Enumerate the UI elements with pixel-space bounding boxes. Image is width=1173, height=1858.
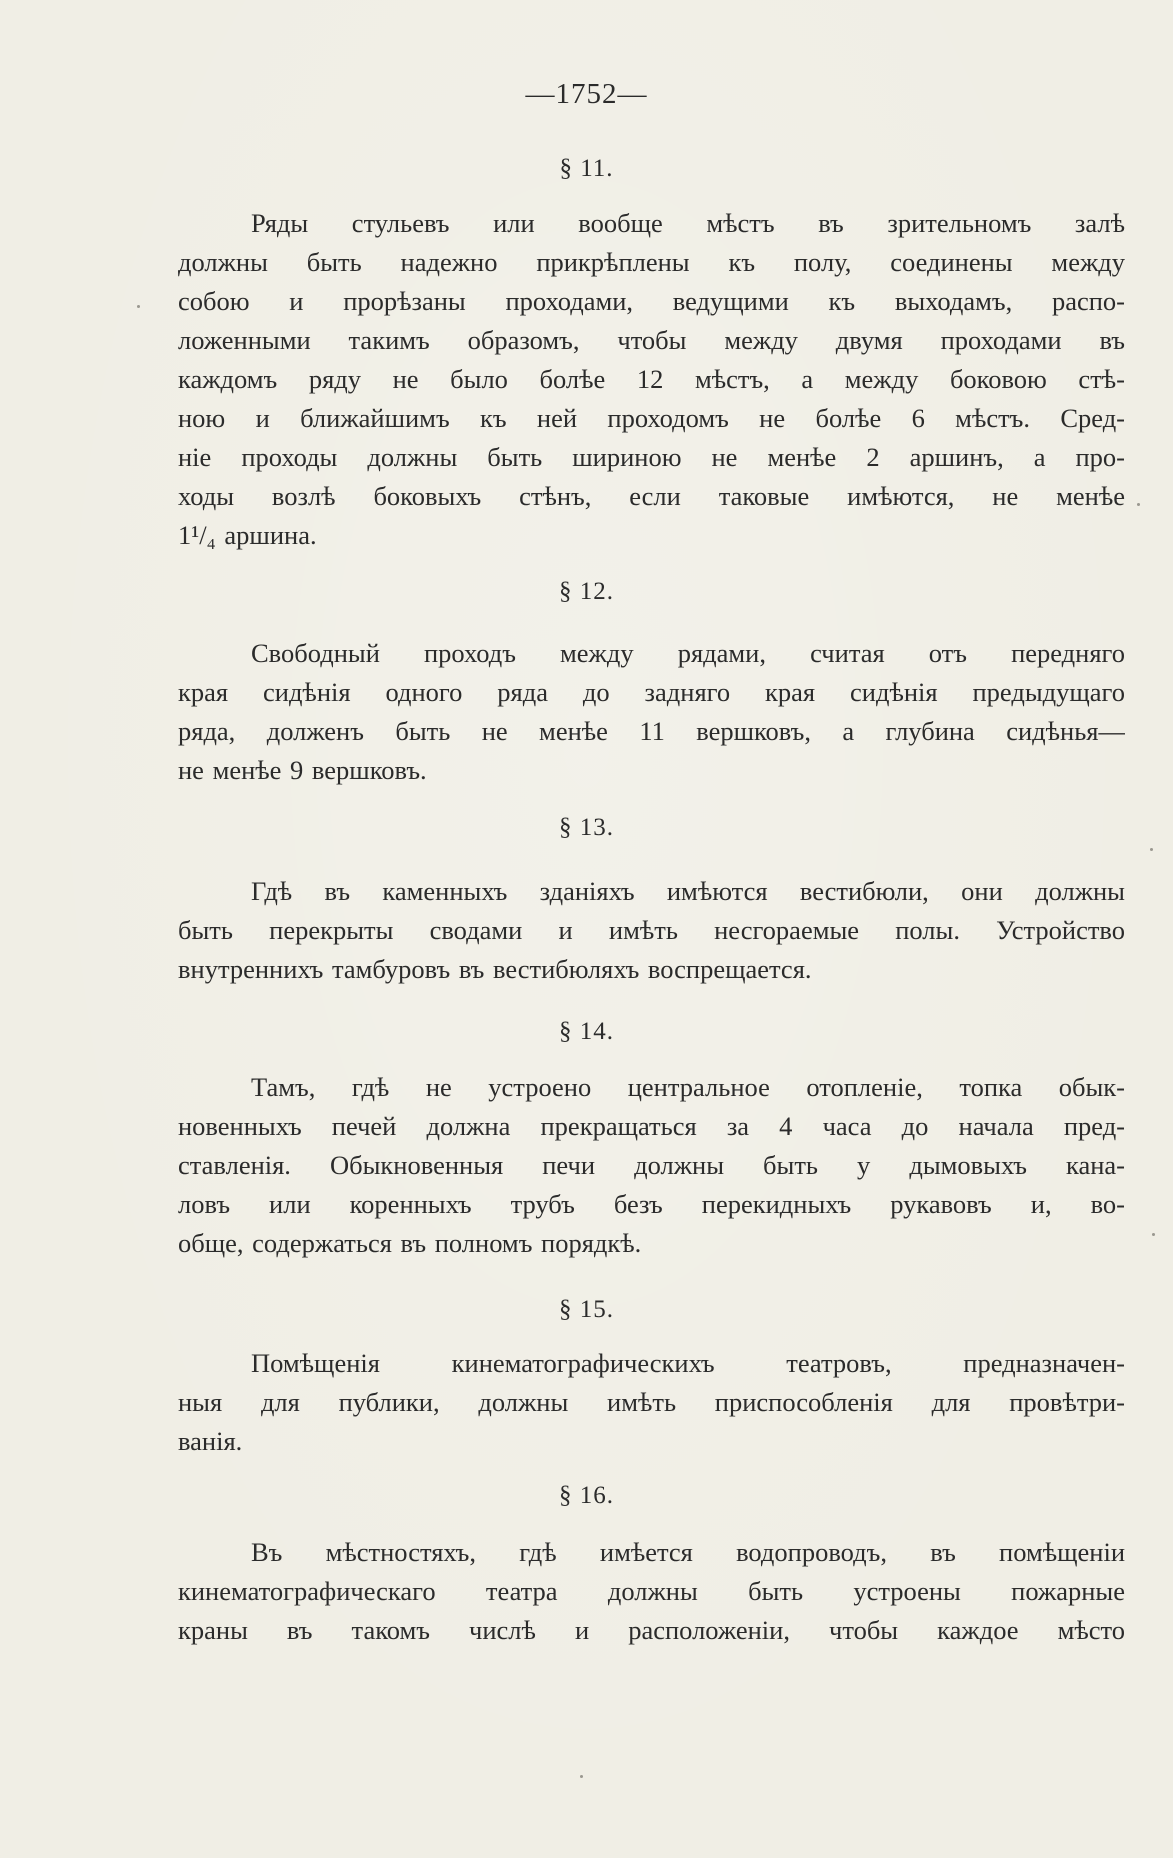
section-16-paragraph: [178, 1533, 1125, 1650]
text-line: Помѣщенiя кинематографическихъ театровъ, предназначен-: [251, 1348, 1125, 1378]
section-heading-12: § 12.: [559, 578, 614, 605]
text-line: 1¹/₄ аршина.: [178, 520, 317, 550]
text-line: не менѣе 9 вершковъ.: [178, 755, 427, 785]
text-line: Ряды стульевъ или вообще мѣстъ въ зрительномъ залѣ: [251, 208, 1125, 238]
text-line: ною и ближайшимъ къ ней проходомъ не болѣе 6 мѣстъ. Сред-: [178, 403, 1125, 433]
section-heading-13: § 13.: [559, 814, 614, 841]
text-line: кинематографическаго театра должны быть устроены пожарные: [178, 1576, 1125, 1606]
text-line: собою и прорѣзаны проходами, ведущими къ выходамъ, распо-: [178, 286, 1125, 316]
text-line: обще, содержаться въ полномъ порядкѣ.: [178, 1228, 642, 1258]
text-line: Свободный проходъ между рядами, считая отъ передняго: [251, 638, 1125, 668]
section-15-paragraph: [178, 1344, 1125, 1461]
scan-speck: [1150, 848, 1153, 851]
section-heading-11: § 11.: [559, 155, 614, 182]
text-line: ванiя.: [178, 1426, 243, 1456]
section-heading-16: § 16.: [559, 1482, 614, 1509]
text-line: ряда, долженъ быть не менѣе 11 вершковъ, а глубина сидѣнья—: [178, 716, 1125, 746]
scan-speck: [1137, 503, 1140, 506]
text-line: ныя для публики, должны имѣть приспособленiя для провѣтри-: [178, 1387, 1125, 1417]
section-heading-15: § 15.: [559, 1296, 614, 1323]
text-line: Тамъ, гдѣ не устроено центральное отопленiе, топка обык-: [251, 1072, 1125, 1102]
text-line: Гдѣ въ каменныхъ зданiяхъ имѣются вестибюли, они должны: [251, 876, 1125, 906]
text-line: ставленiя. Обыкновенныя печи должны быть у дымовыхъ кана-: [178, 1150, 1125, 1180]
text-line: ловъ или коренныхъ трубъ безъ перекидныхъ рукавовъ и, во-: [178, 1189, 1125, 1219]
text-line: краны въ такомъ числѣ и расположенiи, чтобы каждое мѣсто: [178, 1615, 1125, 1645]
text-line: каждомъ ряду не было болѣе 12 мѣстъ, а между боковою стѣ-: [178, 364, 1125, 394]
text-line: внутреннихъ тамбуровъ въ вестибюляхъ воспрещается.: [178, 954, 812, 984]
text-line: должны быть надежно прикрѣплены къ полу, соединены между: [178, 247, 1125, 277]
page-number: —1752—: [525, 78, 648, 110]
text-line: нiе проходы должны быть шириною не менѣе 2 аршинъ, а про-: [178, 442, 1125, 472]
text-line: новенныхъ печей должна прекращаться за 4 часа до начала пред-: [178, 1111, 1125, 1141]
text-line: ходы возлѣ боковыхъ стѣнъ, если таковые имѣются, не менѣе: [178, 481, 1125, 511]
section-12-paragraph: [178, 634, 1125, 790]
text-line: Въ мѣстностяхъ, гдѣ имѣется водопроводъ, въ помѣщенiи: [251, 1537, 1125, 1567]
section-11-paragraph: [178, 204, 1125, 555]
scan-speck: [1152, 1233, 1155, 1236]
text-line: края сидѣнiя одного ряда до задняго края сидѣнiя предыдущаго: [178, 677, 1125, 707]
scan-speck: [137, 305, 140, 308]
section-14-paragraph: [178, 1068, 1125, 1263]
scan-speck: [580, 1775, 583, 1778]
section-heading-14: § 14.: [559, 1018, 614, 1045]
section-13-paragraph: [178, 872, 1125, 989]
text-line: быть перекрыты сводами и имѣть несгораемые полы. Устройство: [178, 915, 1125, 945]
text-line: ложенными такимъ образомъ, чтобы между двумя проходами въ: [178, 325, 1125, 355]
